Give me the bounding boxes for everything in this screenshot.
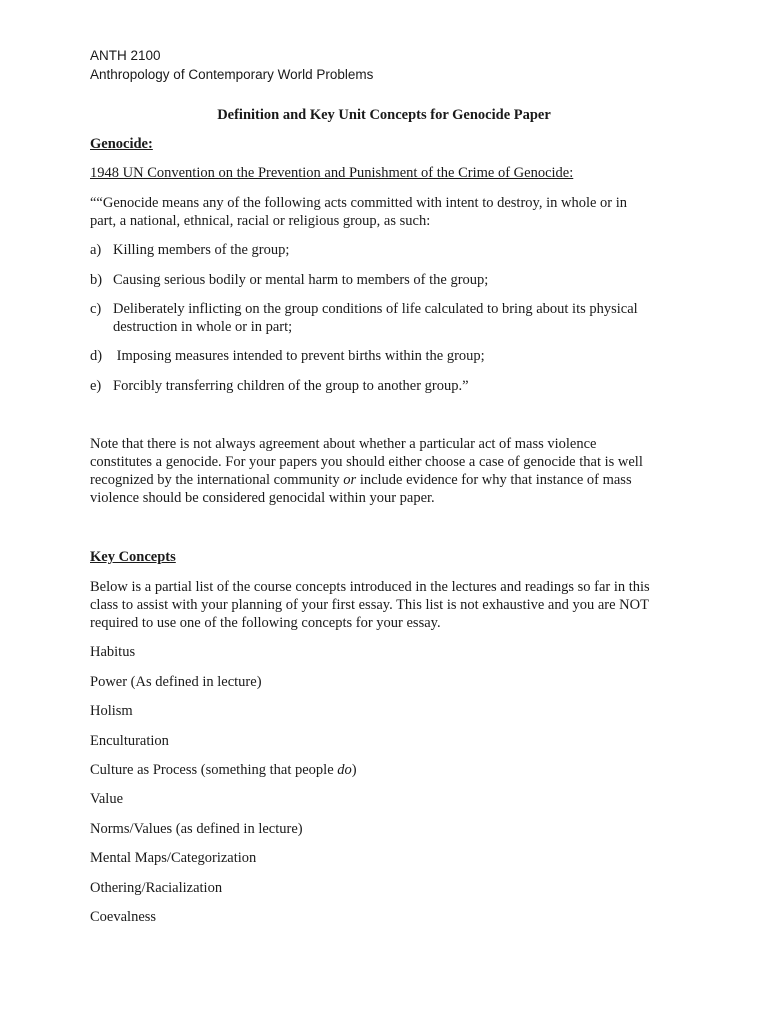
- concept-item: Coevalness: [90, 909, 157, 925]
- convention-citation: 1948 UN Convention on the Prevention and Punishment of the Crime of Genocide:: [90, 165, 574, 181]
- item-text: Forcibly transferring children of the group to another group.”: [113, 378, 469, 394]
- item-marker: e): [90, 378, 102, 394]
- document-title: Definition and Key Unit Concepts for Genocide Paper: [217, 107, 551, 123]
- definition-intro-line-2: part, a national, ethnical, racial or religious group, as such:: [90, 213, 431, 229]
- concept-item: Mental Maps/Categorization: [90, 850, 257, 866]
- item-marker: b): [90, 272, 103, 288]
- concept-item: Value: [90, 791, 124, 807]
- note-text: include evidence for why that instance of mass: [356, 472, 632, 488]
- note-line-2: constitutes a genocide. For your papers you should either choose a case of genocide that is well: [90, 454, 643, 470]
- item-text: Imposing measures intended to prevent births within the group;: [113, 348, 485, 364]
- concept-item: Othering/Racialization: [90, 880, 223, 896]
- definition-intro-line-1: ““Genocide means any of the following acts committed with intent to destroy, in whole or in: [90, 195, 628, 211]
- concept-item: Habitus: [90, 644, 136, 660]
- note-line-1: Note that there is not always agreement about whether a particular act of mass violence: [90, 436, 597, 452]
- key-concepts-intro-line-3: required to use one of the following concepts for your essay.: [90, 615, 441, 631]
- item-text: destruction in whole or in part;: [113, 319, 293, 335]
- concept-item: [90, 761, 690, 779]
- key-concepts-heading: Key Concepts: [90, 549, 176, 565]
- note-line-3: [90, 471, 690, 489]
- item-text: Causing serious bodily or mental harm to members of the group;: [113, 272, 489, 288]
- note-line-4: violence should be considered genocidal within your paper.: [90, 490, 435, 506]
- concept-item: Norms/Values (as defined in lecture): [90, 821, 303, 837]
- item-marker: d): [90, 348, 103, 364]
- note-text: recognized by the international community: [90, 472, 344, 488]
- course-title: Anthropology of Contemporary World Problems: [90, 67, 374, 82]
- concept-item: Power (As defined in lecture): [90, 674, 262, 690]
- key-concepts-intro-line-2: class to assist with your planning of your first essay. This list is not exhaustive and you are NOT: [90, 597, 649, 613]
- concept-emphasis: do: [337, 762, 352, 778]
- item-marker: c): [90, 301, 102, 317]
- item-text: Deliberately inflicting on the group conditions of life calculated to bring about its physical: [113, 301, 638, 317]
- item-marker: a): [90, 242, 102, 258]
- course-code: ANTH 2100: [90, 48, 161, 63]
- item-text: Killing members of the group;: [113, 242, 290, 258]
- concept-text: ): [351, 762, 357, 778]
- concept-item: Holism: [90, 703, 133, 719]
- note-emphasis: or: [343, 472, 357, 488]
- genocide-heading: Genocide:: [90, 136, 153, 152]
- concept-item: Enculturation: [90, 733, 169, 749]
- key-concepts-intro-line-1: Below is a partial list of the course concepts introduced in the lectures and readings so far in this: [90, 579, 650, 595]
- concept-text: Culture as Process (something that people: [90, 762, 338, 778]
